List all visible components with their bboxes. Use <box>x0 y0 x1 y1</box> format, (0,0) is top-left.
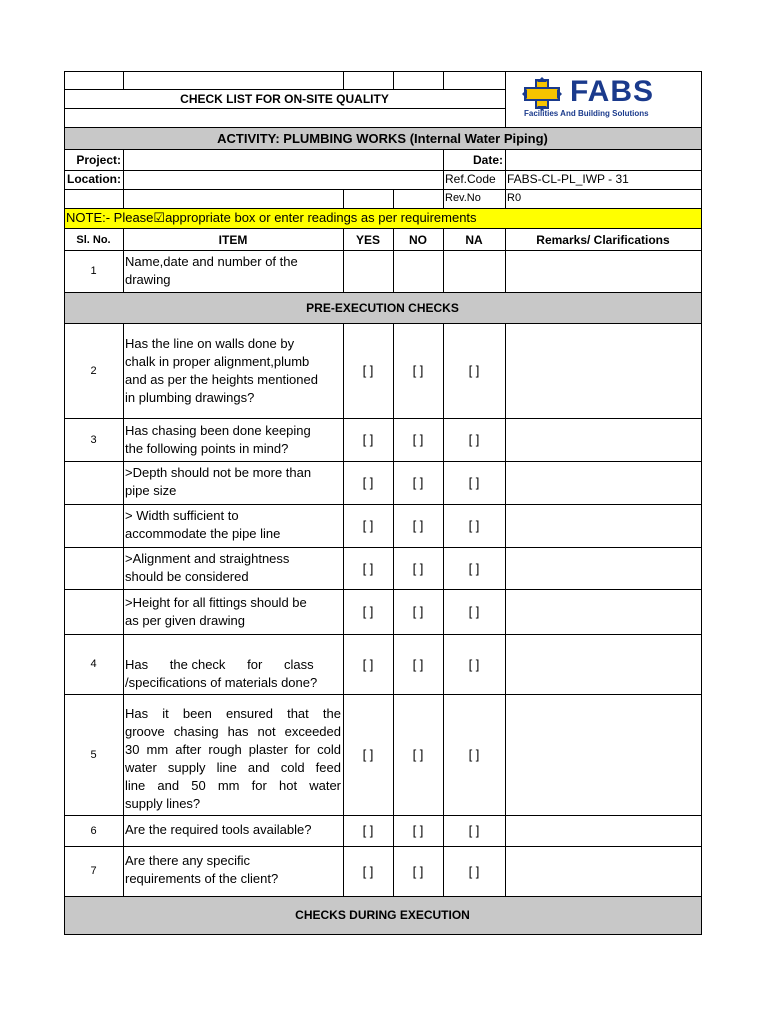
yes-checkbox[interactable]: [ ] <box>362 823 374 838</box>
row-number: 1 <box>90 265 97 277</box>
na-checkbox[interactable]: [ ] <box>468 432 480 447</box>
col-remarks: Remarks/ Clarifications <box>536 232 670 247</box>
note-prefix: NOTE:- Please <box>66 210 154 225</box>
location-label: Location: <box>67 172 121 186</box>
no-checkbox[interactable]: [ ] <box>412 560 424 576</box>
na-checkbox[interactable]: [ ] <box>468 518 480 533</box>
section-pre-execution: PRE-EXECUTION CHECKS <box>306 300 459 315</box>
yes-checkbox[interactable]: [ ] <box>362 747 374 762</box>
na-checkbox[interactable]: [ ] <box>468 656 480 672</box>
row-item-3b: > Width sufficient to accommodate the pipe line <box>125 508 281 541</box>
row-item-3: Has chasing been done keeping the following points in mind? <box>125 423 311 456</box>
row-number: 3 <box>90 433 97 446</box>
row-item-3d: >Height for all fittings should be as per given drawing <box>125 595 307 628</box>
revno-label: Rev.No <box>445 192 481 204</box>
activity-title: ACTIVITY: PLUMBING WORKS (Internal Water Piping) <box>217 130 548 146</box>
row-item-3a: >Depth should not be more than pipe size <box>125 465 312 498</box>
no-checkbox[interactable]: [ ] <box>412 363 424 378</box>
col-no: NO <box>409 232 427 247</box>
no-checkbox[interactable]: [ ] <box>412 823 424 838</box>
na-checkbox[interactable]: [ ] <box>468 475 480 490</box>
revno-value: R0 <box>507 192 522 204</box>
checkbox-icon: ☑ <box>153 210 166 225</box>
row-number: 7 <box>90 865 97 877</box>
yes-checkbox[interactable]: [ ] <box>362 604 374 619</box>
yes-checkbox[interactable]: [ ] <box>362 432 374 447</box>
no-checkbox[interactable]: [ ] <box>412 518 424 533</box>
no-checkbox[interactable]: [ ] <box>412 863 424 879</box>
na-checkbox[interactable]: [ ] <box>468 363 480 378</box>
na-checkbox[interactable]: [ ] <box>468 560 480 576</box>
section-during-execution: CHECKS DURING EXECUTION <box>295 908 470 922</box>
no-checkbox[interactable]: [ ] <box>412 747 424 762</box>
fabs-cross-icon <box>522 77 562 111</box>
no-checkbox[interactable]: [ ] <box>412 656 424 672</box>
yes-checkbox[interactable]: [ ] <box>362 656 374 672</box>
note-text <box>66 209 477 227</box>
row-item-3c: >Alignment and straightness should be considered <box>125 551 290 584</box>
na-checkbox[interactable]: [ ] <box>468 604 480 619</box>
logo-tagline: Facilities And Building Solutions <box>524 109 649 118</box>
row-item-4: Has the check for class /specifications of materials done? <box>125 657 318 690</box>
row-number: 2 <box>90 364 97 377</box>
yes-checkbox[interactable]: [ ] <box>362 475 374 490</box>
yes-checkbox[interactable]: [ ] <box>362 560 374 576</box>
row-item-2: Has the line on walls done by chalk in proper alignment,plumb and as per the heights mentioned in plumbing drawings? <box>125 336 318 405</box>
row-item-6: Are the required tools available? <box>125 822 312 837</box>
na-checkbox[interactable]: [ ] <box>468 863 480 879</box>
col-item: ITEM <box>218 232 248 247</box>
no-checkbox[interactable]: [ ] <box>412 475 424 490</box>
row-number: 4 <box>90 658 97 670</box>
row-item-7: Are there any specific requirements of the client? <box>125 853 279 886</box>
row-item-5: Has it been ensured that the groove chasing has not exceeded 30 mm after rough plaster for cold water supply line and cold feed line and 50 mm for hot water supply lines? <box>125 706 341 811</box>
logo-wordmark: FABS <box>570 75 655 108</box>
checklist-title: CHECK LIST FOR ON-SITE QUALITY <box>180 91 389 106</box>
row-number: 5 <box>90 748 97 761</box>
refcode-label: Ref.Code <box>445 172 496 186</box>
yes-checkbox[interactable]: [ ] <box>362 863 374 879</box>
yes-checkbox[interactable]: [ ] <box>362 518 374 533</box>
fabs-logo <box>510 74 698 124</box>
no-checkbox[interactable]: [ ] <box>412 432 424 447</box>
yes-checkbox[interactable]: [ ] <box>362 363 374 378</box>
na-checkbox[interactable]: [ ] <box>468 747 480 762</box>
col-slno: Sl. No. <box>76 233 111 246</box>
note-suffix: appropriate box or enter readings as per requirements <box>165 210 477 225</box>
na-checkbox[interactable]: [ ] <box>468 823 480 838</box>
row-item-1: Name,date and number of the drawing <box>125 254 298 287</box>
col-yes: YES <box>355 232 380 247</box>
project-label: Project: <box>76 153 121 167</box>
row-number: 6 <box>90 824 97 837</box>
date-label: Date: <box>472 153 503 167</box>
col-na: NA <box>465 232 483 247</box>
refcode-value: FABS-CL-PL_IWP - 31 <box>507 172 629 186</box>
no-checkbox[interactable]: [ ] <box>412 604 424 619</box>
